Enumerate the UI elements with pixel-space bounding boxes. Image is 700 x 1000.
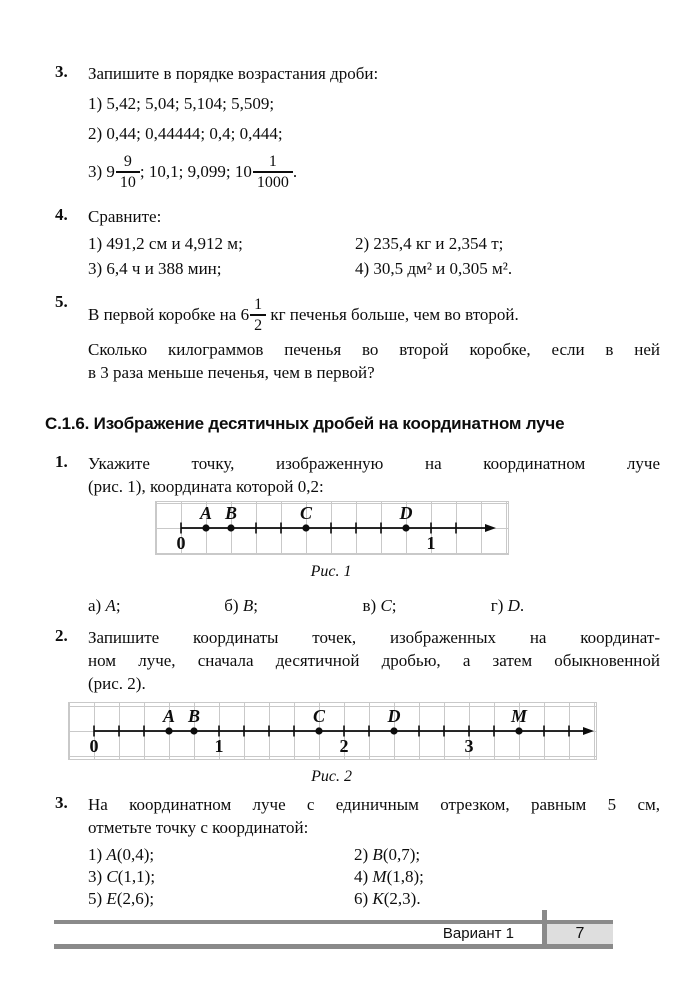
item-prefix: 3)	[88, 162, 107, 181]
page-number: 7	[575, 925, 585, 942]
text-line: отметьте точку с координатой:	[88, 818, 309, 837]
option-prefix: а)	[88, 596, 106, 615]
point-letter: E	[106, 889, 117, 908]
problem-title: Запишите в порядке возрастания дроби:	[88, 64, 379, 83]
option-suffix: ;	[253, 596, 258, 615]
point-label: C	[299, 503, 313, 523]
problem-1	[55, 452, 660, 498]
list-item: 2) 0,44; 0,44444; 0,4; 0,444;	[88, 124, 283, 143]
point-coordinate: (2,6);	[116, 889, 155, 908]
number-line-svg	[69, 703, 596, 759]
option-g	[491, 594, 524, 617]
answer-options-row	[55, 594, 660, 617]
text-line: Запишите координаты точек, изображенных на координат-	[88, 628, 660, 647]
problem-number: 2.	[55, 626, 68, 645]
problem-number: 5.	[55, 292, 68, 311]
text-segment: кг печенья больше, чем во второй.	[266, 305, 519, 324]
axis-number: 0	[89, 736, 99, 756]
text-line: На координатном луче с единичным отрезком, равным 5 см,	[88, 795, 660, 814]
problem-body	[88, 793, 660, 839]
numerator: 9	[116, 153, 140, 173]
point-dot	[202, 524, 209, 531]
option-prefix: б)	[224, 596, 243, 615]
option-b	[224, 594, 358, 617]
list-item	[88, 866, 354, 888]
text-line: Укажите точку, изображенную на координатном луче	[88, 454, 660, 473]
whole-part: 9	[106, 162, 115, 181]
point-dot	[390, 727, 397, 734]
point-dot	[315, 727, 322, 734]
point-letter: K	[372, 889, 384, 908]
fraction	[253, 153, 293, 192]
point-coordinate: (0,7);	[382, 845, 421, 864]
mixed-number	[241, 296, 267, 335]
axis-arrowhead	[485, 524, 496, 532]
point-dot	[402, 524, 409, 531]
point-dot	[302, 524, 309, 531]
point-letter: A	[106, 845, 117, 864]
option-letter: D	[507, 596, 520, 615]
text-segment: В первой коробке на	[88, 305, 241, 324]
point-coordinate: (2,3).	[383, 889, 421, 908]
point-letter: B	[372, 845, 383, 864]
problem-body	[88, 292, 660, 384]
page-number-box	[547, 924, 613, 944]
section-code: С.1.6.	[45, 414, 90, 433]
list-item: 2) 235,4 кг и 2,354 т;	[355, 234, 504, 253]
list-item-fractions	[55, 149, 660, 195]
numerator: 1	[253, 153, 293, 173]
figure-caption: Рис. 1	[310, 563, 352, 580]
axis-arrowhead	[583, 727, 594, 735]
problem-body	[88, 205, 660, 228]
item-prefix: 4)	[354, 867, 373, 886]
problem-text	[88, 793, 660, 839]
item-end: .	[292, 162, 298, 181]
problem-number: 4.	[55, 205, 68, 224]
text-line: ном луче, сначала десятичной дробью, а затем обыкновенной	[88, 651, 660, 670]
whole-part: 6	[240, 305, 250, 324]
point-label: B	[187, 706, 201, 726]
point-dot	[165, 727, 172, 734]
list-item: 3) 6,4 ч и 388 мин;	[88, 259, 222, 278]
problem-body	[88, 452, 660, 498]
option-suffix: ;	[115, 596, 121, 615]
point-dot	[515, 727, 522, 734]
page-content	[45, 62, 660, 910]
axis-number: 2	[339, 736, 349, 756]
mixed-number	[106, 153, 140, 192]
problem-number: 3.	[55, 793, 68, 812]
point-letter: M	[372, 867, 387, 886]
item-prefix: 6)	[354, 889, 373, 908]
point-label: M	[510, 706, 528, 726]
item-middle: ; 10,1; 9,099;	[139, 162, 235, 181]
problem-4	[55, 205, 660, 228]
option-prefix: в)	[362, 596, 381, 615]
list-item	[354, 866, 660, 888]
point-dot	[190, 727, 197, 734]
option-suffix: ;	[391, 596, 397, 615]
option-letter: C	[380, 596, 392, 615]
option-a	[88, 594, 220, 617]
text-line: (рис. 2).	[88, 674, 146, 693]
list-item	[354, 888, 660, 910]
axis-number: 1	[426, 533, 436, 553]
fraction	[116, 153, 140, 192]
problem-number: 3.	[55, 62, 68, 81]
problem-3	[55, 62, 660, 85]
number-line-figure-2	[68, 702, 597, 760]
mixed-number	[235, 153, 293, 192]
text-line: (рис. 1), координата которой 0,2:	[88, 477, 324, 496]
section-heading	[45, 412, 660, 435]
item-prefix: 3)	[88, 867, 107, 886]
problem-3-bottom	[55, 793, 660, 839]
point-coordinate: (0,4);	[116, 845, 155, 864]
section-title: Изображение десятичных дробей на координатном луче	[89, 414, 565, 433]
footer-bar	[54, 920, 613, 949]
option-letter: B	[242, 596, 254, 615]
list-item	[88, 844, 354, 866]
text-line: Сколько килограммов печенья во второй коробке, если в ней	[88, 340, 660, 359]
list-item: 4) 30,5 дм² и 0,305 м².	[355, 259, 513, 278]
two-column-items	[55, 844, 660, 910]
point-label: C	[312, 706, 326, 726]
list-item	[88, 888, 354, 910]
option-prefix: г)	[490, 596, 508, 615]
option-letter: A	[105, 596, 116, 615]
problem-body	[88, 626, 660, 695]
point-label: A	[162, 706, 176, 726]
list-item: 1) 491,2 см и 4,912 м;	[88, 234, 243, 253]
two-column-items	[55, 231, 660, 281]
problem-title: Сравните:	[88, 207, 162, 226]
problem-text	[88, 626, 660, 695]
problem-5	[55, 292, 660, 384]
point-label: B	[224, 503, 238, 523]
list-item	[354, 844, 660, 866]
axis-number: 1	[214, 736, 224, 756]
item-prefix: 5)	[88, 889, 107, 908]
number-line-svg	[156, 502, 508, 554]
point-letter: C	[106, 867, 118, 886]
whole-part: 10	[234, 162, 252, 181]
text-line-with-fraction	[88, 292, 660, 338]
variant-label: Вариант 1	[442, 925, 514, 942]
item-prefix: 2)	[354, 845, 373, 864]
point-coordinate: (1,1);	[117, 867, 156, 886]
point-coordinate: (1,8);	[386, 867, 424, 886]
point-label: A	[199, 503, 213, 523]
item-prefix: 1)	[88, 845, 107, 864]
problem-2	[55, 626, 660, 695]
point-dot	[227, 524, 234, 531]
problem-text	[88, 338, 660, 384]
point-label: D	[399, 503, 413, 523]
number-line-figure-1	[155, 501, 509, 555]
footer-tick	[542, 910, 547, 920]
numerator: 1	[250, 296, 266, 316]
denominator: 2	[254, 317, 263, 334]
point-label: D	[387, 706, 401, 726]
fraction	[250, 296, 266, 335]
problem-number: 1.	[55, 452, 68, 471]
list-item: 1) 5,42; 5,04; 5,104; 5,509;	[88, 94, 275, 113]
axis-number: 3	[464, 736, 474, 756]
axis-number: 0	[176, 533, 186, 553]
option-suffix: .	[519, 596, 525, 615]
denominator: 10	[119, 174, 136, 191]
text-line: в 3 раза меньше печенья, чем в первой?	[88, 363, 375, 382]
problem-text	[88, 452, 660, 498]
problem-body	[88, 62, 660, 85]
figure-caption: Рис. 2	[311, 768, 352, 785]
option-v	[363, 594, 487, 617]
denominator: 1000	[256, 174, 289, 191]
